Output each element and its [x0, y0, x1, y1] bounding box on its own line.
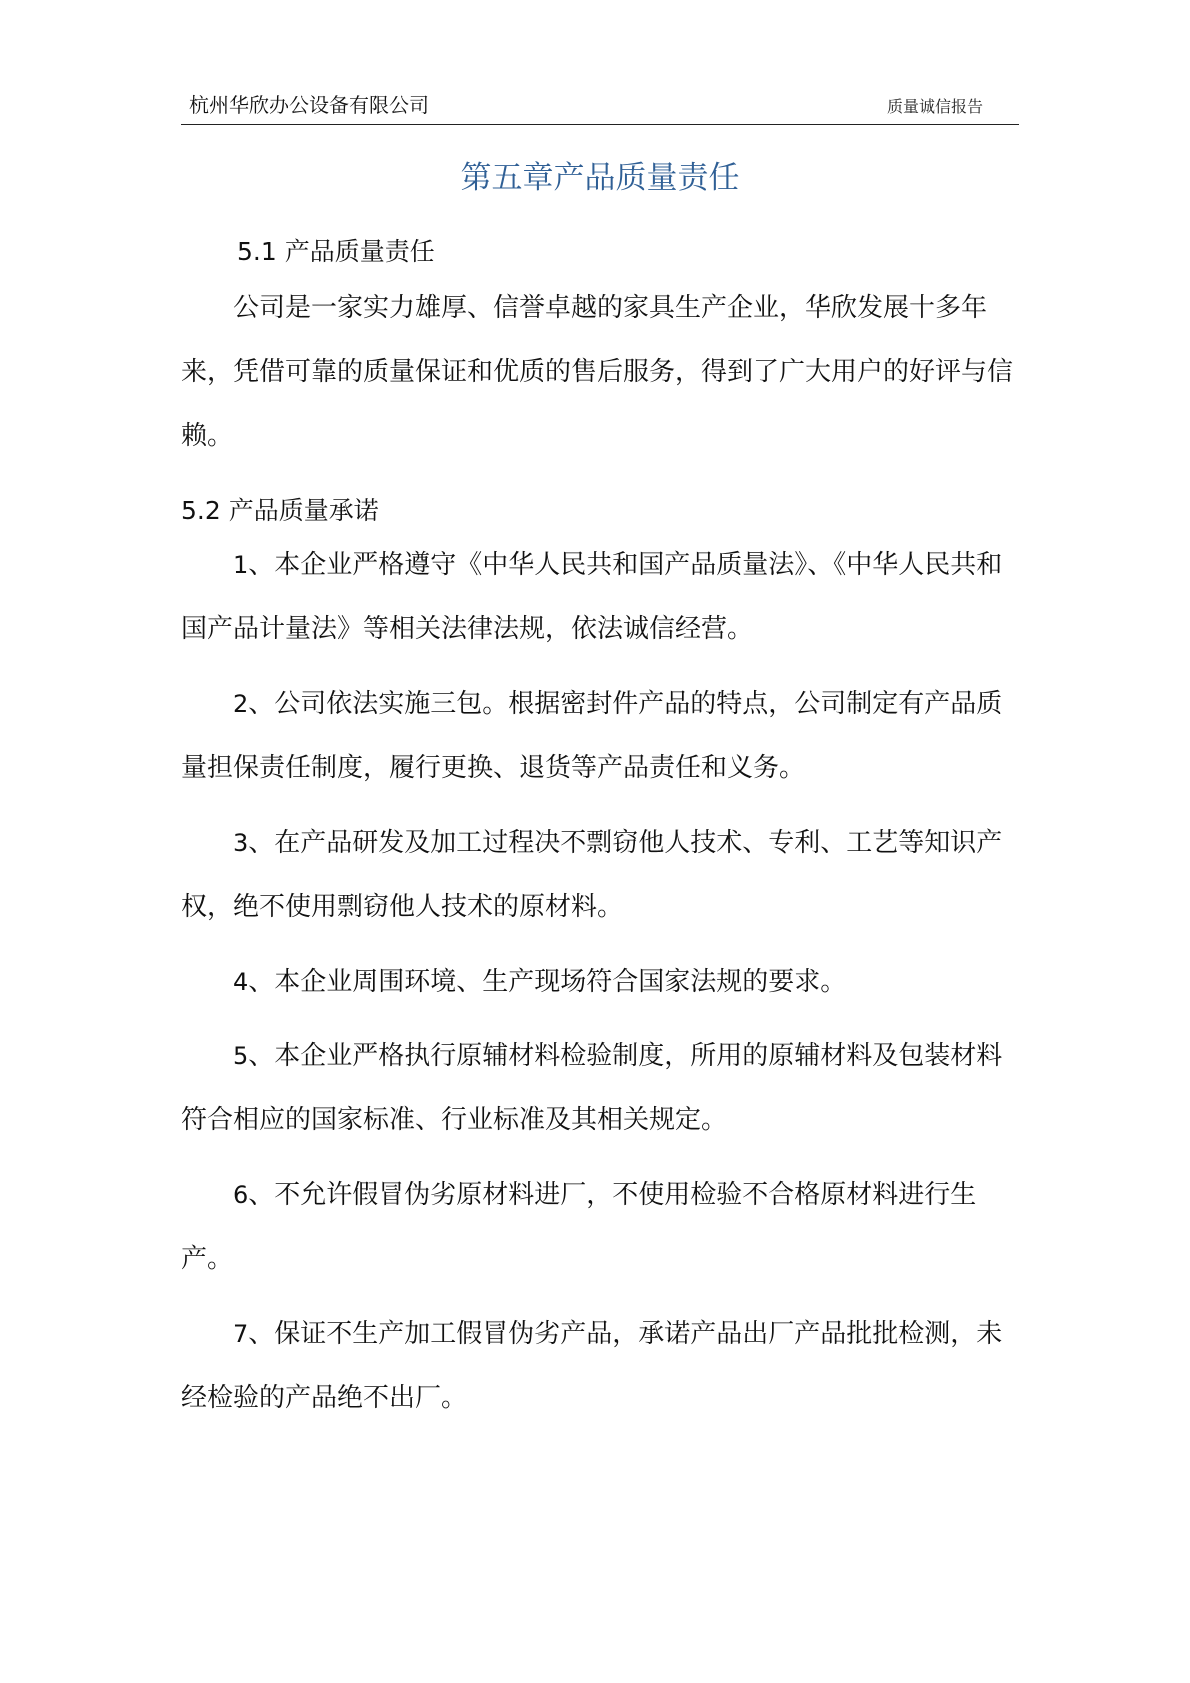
header-report-title: 质量诚信报告 [886, 97, 983, 116]
item-number: 5 [233, 1042, 249, 1070]
section-5-1-paragraph: 公司是一家实力雄厚、信誉卓越的家具生产企业，华欣发展十多年来，凭借可靠的质量保证和优质的售后服务，得到了广大用户的好评与信赖。 [181, 293, 1014, 451]
item-number: 2 [233, 690, 249, 718]
section-heading-5-2: 5.2 产品质量承诺 [181, 496, 379, 525]
item-text: 、保证不生产加工假冒伪劣产品，承诺产品出厂产品批批检测，未经检验的产品绝不出厂。 [181, 1319, 1003, 1413]
item-text: 、公司依法实施三包。根据密封件产品的特点，公司制定有产品质量担保责任制度，履行更换、退货等产品责任和义务。 [181, 689, 1003, 783]
item-number: 6 [233, 1181, 249, 1209]
commitment-item-5 [181, 1024, 1019, 1152]
commitment-item-3 [181, 811, 1019, 939]
item-text: 、在产品研发及加工过程决不剽窃他人技术、专利、工艺等知识产权，绝不使用剽窃他人技术的原材料。 [181, 828, 1003, 922]
commitment-item-6 [181, 1163, 1019, 1291]
commitment-item-7 [181, 1302, 1019, 1430]
commitment-item-4 [181, 950, 1019, 1014]
item-text: 、本企业周围环境、生产现场符合国家法规的要求。 [248, 967, 847, 997]
chapter-title: 第五章产品质量责任 [460, 160, 740, 196]
item-number: 3 [233, 829, 249, 857]
item-text: 、本企业严格执行原辅材料检验制度，所用的原辅材料及包装材料符合相应的国家标准、行业标准及其相关规定。 [181, 1041, 1003, 1135]
section-heading-5-1: 5.1 产品质量责任 [237, 237, 435, 266]
header-company-name: 杭州华欣办公设备有限公司 [189, 93, 429, 117]
page-header [181, 88, 1019, 125]
item-text: 、本企业严格遵守《中华人民共和国产品质量法》、《中华人民共和国产品计量法》等相关法律法规，依法诚信经营。 [181, 550, 1003, 644]
commitment-item-2 [181, 672, 1019, 800]
item-number: 1 [233, 551, 249, 579]
item-number: 7 [233, 1320, 249, 1348]
item-text: 、不允许假冒伪劣原材料进厂，不使用检验不合格原材料进行生产。 [181, 1180, 977, 1274]
commitment-item-1 [181, 533, 1019, 661]
item-number: 4 [233, 968, 249, 996]
